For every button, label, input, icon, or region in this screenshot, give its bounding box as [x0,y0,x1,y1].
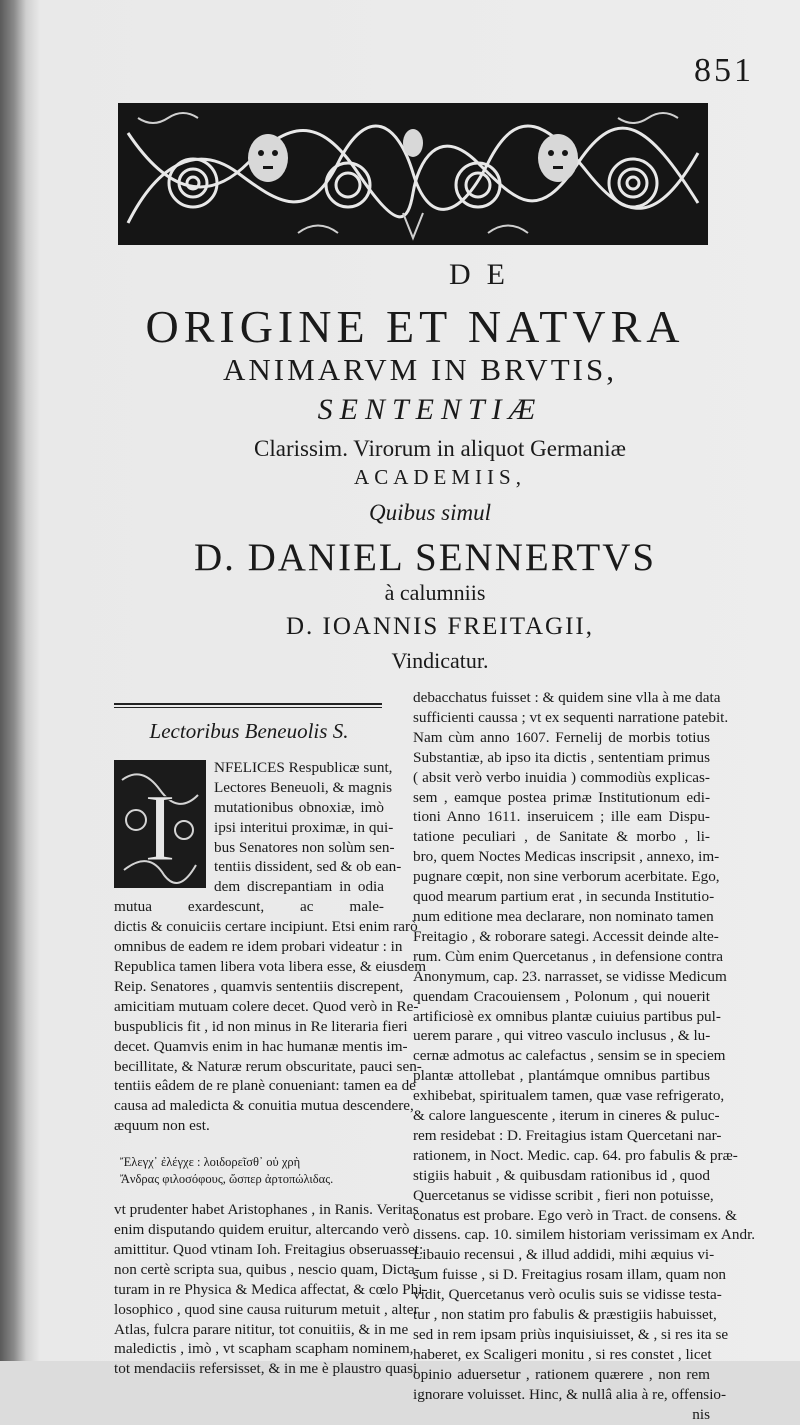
text-line: bro, quem Noctes Medicas inscripsit , annexo, im- [413,848,720,866]
text-line: sufficienti caussa ; vt ex sequenti narratione patebit. [413,708,729,726]
text-line: Libauio recensui , & illud addidi, mihi æquius vi- [413,1246,715,1264]
text-line: NFELICES Respublicæ sunt, [214,758,393,776]
text-line: sed in rem ipsam priùs inquisiuisset, & , si res ita se [413,1326,729,1343]
title-ioannis: D. IOANNIS FREITAGII, [285,613,595,640]
section-heading: Lectoribus Beneuolis S. [149,719,349,743]
text-line: haberet, ex Scaligeri monitu , si res constet , licet [413,1345,712,1363]
text-line: rationem, in Noct. Medic. cap. 64. pro fabulis & præ- [413,1146,738,1164]
greek-line: Ἄνδρας φιλοσόφους, ὥσπερ ἀρτοπώλιδας. [120,1172,334,1187]
text-line: vidit, Quercetanus verò oculis suis se vidisse testa- [413,1286,722,1304]
title-academiis: ACADEMIIS, [354,465,526,489]
decorated-initial [114,760,206,888]
text-line: Lectores Beneuoli, & magnis [214,778,392,796]
title-sub: ANIMARVM IN BRVTIS, [223,352,617,387]
text-line: enim disputando quidem eruitur, altercando verò [114,1221,410,1239]
text-line: tur , non statim pro fabulis & præstigiis habuisset, [413,1306,717,1324]
text-line: & calore languescente , iterum in cineres & puluc- [413,1107,720,1125]
title-main: ORIGINE ET NATVRA [145,301,685,352]
text-line: Nam cùm anno 1607. Fernelij de morbis totius [413,728,710,746]
text-line: tatione peculiari , de Sanitate & morbo , li- [413,828,710,846]
text-line: plantæ attollebat , plantámque omnibus partibus [413,1067,710,1085]
text-line: decet. Quamvis enim in hac humanæ mentis im- [114,1037,408,1055]
text-line: ignorare voluisset. Hinc, & nullâ alia à re, offensio- [413,1385,727,1403]
svg-text:I: I [144,773,176,881]
text-line: debacchatus fuisset : & quidem sine vlla à me data [413,689,721,706]
text-line: mutationibus obnoxiæ, imò [214,798,384,816]
text-line: opinio aduersetur , rationem quærere , non rem [413,1365,710,1383]
title-vindicatur: Vindicatur. [391,648,489,673]
title-de: DE [449,258,521,291]
text-line: mutua exardescunt, ac male- [114,898,384,916]
text-line: conatus est probare. Ego verò in Tract. de consens. & [413,1206,737,1224]
text-line: Substantiæ, ab ipso ita dictis , sententiam primus [413,748,710,766]
text-line: sem , eamque postea primæ Institutionum edi- [413,788,710,806]
text-line: vt prudenter habet Aristophanes , in Ranis. Veritas [114,1201,419,1219]
text-line: dem discrepantiam in odia [214,878,384,896]
text-line: quod mearum partium erat , in secunda Institutio- [413,888,715,906]
text-line: causa ad maledicta & conuitia mutua descendere, [114,1097,414,1115]
text-line: tioni Anno 1611. inseruicem ; ille eam Dispu- [413,808,710,826]
text-line: tot mendaciis refersisset, & in me è plaustro quasi [114,1360,418,1378]
text-line: bus Senatores non solùm sen- [214,838,395,856]
text-line: dissens. cap. 10. similem historiam verissimam ex Andr. [413,1226,756,1244]
text-line: Atlas, fulcra parare nititur, tot conuitiis, & in me [114,1320,409,1338]
text-line: Reip. Senatores , quamvis sententiis discrepent, [114,977,404,995]
text-line: Anonymum, cap. 23. narrasset, se vidisse Medicum [413,967,727,985]
text-line: maledictis , imò , vt scapham scapham nominem, [114,1340,414,1358]
text-line: dictis & conuiciis certare incipiunt. Etsi enim rarò [114,918,418,936]
text-line: tentiis dissident, sed & ob ean- [214,858,402,876]
text-line: tentiis eâdem de re planè conueniant: tamen ea de [114,1077,416,1095]
text-line: sum fuisse , si D. Freitagius rosam illam, quam non [413,1266,727,1284]
text-line: amicitiam mutuam colere decet. Quod verò in Re- [114,997,419,1015]
text-line: omnibus de eadem re idem probari videatur : in [114,938,403,956]
text-line: Republica tamen libera vota libera esse, & eiusdem [114,957,427,975]
text-line: quendam Cracouiensem , Polonum , qui nouerit [413,987,710,1005]
text-line: rem residebat : D. Freitagius istam Quercetani nar- [413,1126,722,1144]
text-line: rum. Cùm enim Quercetanus , in defensione contra [413,947,723,965]
text-line: turam in re Physica & Medica affectat, & cœlo Phi- [114,1280,428,1298]
text-line: Freitagio , & roborare sategi. Accessit deinde alte- [413,927,719,945]
text-line: amittitur. Quod vtinam Ioh. Freitagius obseruasset: [114,1240,424,1258]
page-number: 851 [694,52,754,89]
text-line: cernæ admotus ac calefactus , sensim se in speciem [413,1047,726,1065]
greek-line: Ἔλεγχ᾽ ἐλέγχε : λοιδορεῖσθ᾽ οὐ χρὴ [120,1155,301,1170]
title-sententiae: SENTENTIÆ [317,393,543,426]
text-line: ipsi interitui proximæ, in qui- [214,818,394,836]
text-line: uerem parare , qui vitreo vasculo inclusus , & lu- [413,1027,711,1045]
title-calumniis: à calumniis [384,580,486,605]
text-line: pugnare cœpit, non sine verborum acerbitate. Ego, [413,868,720,886]
text-line: losophico , quod sine causa ruiturum metuit , alter [114,1300,419,1318]
text-line: stigiis habuit , & quibusdam rationibus id , quod [413,1166,710,1184]
text-line: non certè scripta sua, quibus , nescio quam, Dicta- [114,1260,420,1278]
title-author: D. DANIEL SENNERTVS [193,536,657,579]
title-clarissim: Clarissim. Virorum in aliquot Germaniæ [254,436,626,461]
text-line: ( absit verò verbo inuidia ) commodiùs explicas- [413,768,710,786]
text-line: nis [692,1405,710,1423]
right-column [413,688,756,1425]
text-line: artificiosè ex omnibus plantæ cuiuius partibus pul- [413,1007,721,1025]
text-line: buspublicis fit , id non minus in Re literaria fieri [114,1017,408,1035]
greek-quotation [120,1154,384,1188]
divider-rule-thin [114,707,382,708]
text-line: becillitate, & Naturæ rerum obscuritate, pauci sen- [114,1057,422,1075]
divider-rule [114,703,382,705]
decorative-headpiece [118,103,708,245]
text-line: æquum non est. [114,1117,210,1135]
title-quibus: Quibus simul [368,500,492,525]
left-column [114,716,428,1379]
text-line: num editione mea declarare, non nominato tamen [413,907,714,925]
text-line: Quercetanus se vidisse scribit , fieri non potuisse, [413,1186,714,1204]
text-line: exhibebat, spiritualem tamen, quæ vase refrigerato, [413,1087,725,1105]
opening-paragraph [114,758,427,1136]
